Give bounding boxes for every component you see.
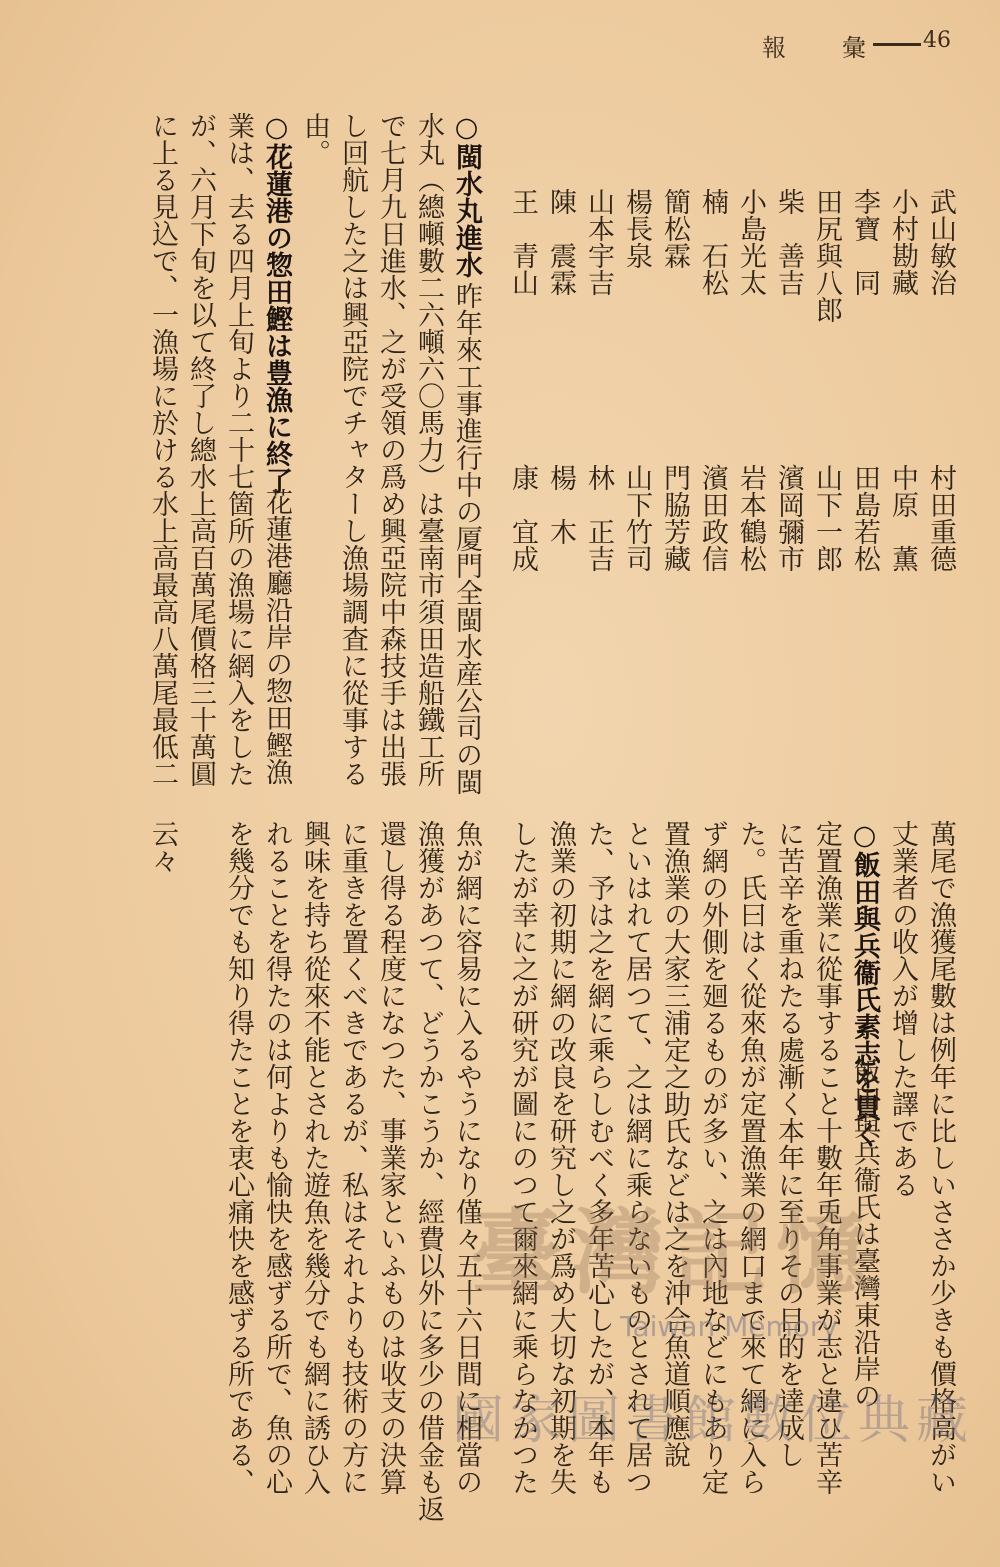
name-entry: 濱田政信	[697, 464, 728, 572]
name-entry: 山下一郎	[811, 464, 842, 572]
article-line: が、六月下旬を以て終了し總水上高百萬尾價格三十萬圓	[185, 112, 216, 787]
name-entry: 李寶 同	[849, 188, 880, 296]
name-entry: 濱岡彌市	[773, 464, 804, 572]
article-line: 由。	[299, 112, 330, 166]
article-line: 飯田與兵衞氏は臺灣東沿岸の	[849, 1058, 880, 1409]
article-line: 花蓮港廳沿岸の惣田鰹漁	[261, 488, 292, 785]
article-line: た、予は之を網に乘らしむべく多年苦心したが、本年も	[583, 820, 614, 1495]
watermark-english: Taiwan Memory	[620, 1310, 838, 1343]
article-line: 魚が網に容易に入るやうになり僅々五十六日間に相當の	[451, 820, 482, 1495]
article-line: に苦辛を重ねたる處漸く本年に至りその目的を達成し	[773, 820, 804, 1468]
article-line: た。氏曰はく從來魚が定置漁業の網口まで來て網に入ら	[735, 820, 766, 1495]
article-line: したが幸に之が研究が圖にのつて爾來網に乘らなかつた	[507, 820, 538, 1495]
name-entry: 林 正吉	[583, 464, 614, 572]
name-entry: 田島若松	[849, 464, 880, 572]
header-left-char: 報	[762, 34, 786, 62]
article-line: で七月九日進水、之が受領の爲め興亞院中森技手は出張	[375, 112, 406, 787]
name-entry: 小村勘藏	[887, 188, 918, 296]
article-line: 丈業者の收入が增した譯である	[887, 820, 918, 1198]
article-heading: ○花蓮港の惣田鰹は豊漁に終了	[261, 112, 292, 494]
header-right-char: 彙	[842, 34, 866, 62]
name-entry: 楊 木	[545, 464, 576, 545]
name-entry: 楊長泉	[621, 188, 652, 269]
article-line: といはれて居つて、之は網に乘らないものとされて居つ	[621, 820, 652, 1495]
name-entry: 田尻與八郎	[811, 188, 842, 323]
header-rule	[873, 43, 921, 46]
article-heading: ○飯田與兵衞氏素志を貫く	[849, 820, 880, 1148]
article-line: を幾分でも知り得たことを衷心痛快を感ずる所である、	[223, 820, 254, 1495]
watermark-library: 國家圖書館數位典藏	[452, 1391, 975, 1451]
name-entry: 簡松霖	[659, 188, 690, 269]
name-entry: 陳 震霖	[545, 188, 576, 296]
article-line: に上る見込で、一漁場に於ける水上高最高八萬尾最低二	[147, 112, 178, 787]
article-line: 興味を持ち從來不能とされた遊魚を幾分でも網に誘ひ入	[299, 820, 330, 1495]
article-line: 昨年來工事進行中の厦門全閩水産公司の閩	[451, 282, 482, 795]
article-line: ず網の外側を廻るものが多い、之は內地などにもあり定	[697, 820, 728, 1495]
name-entry: 武山敏治	[925, 188, 956, 296]
article-line: 萬尾で漁獲尾數は例年に比しいささか少きも價格高がい	[925, 820, 956, 1495]
article-line: 云々	[147, 820, 178, 874]
name-entry: 楠 石松	[697, 188, 728, 296]
article-line: れることを得たのは何よりも愉快を感ずる所で、魚の心	[261, 820, 292, 1495]
name-entry: 山下竹司	[621, 464, 652, 572]
article-heading: ○閩水丸進水	[451, 112, 482, 278]
article-line: 置漁業の大家三浦定之助氏などは之を沖合魚道順應說	[659, 820, 690, 1468]
name-entry: 山本宇吉	[583, 188, 614, 296]
article-line: し回航した之は興亞院でチャターし漁場調査に從事する	[337, 112, 368, 787]
article-line: に重きを置くべきであるが、私はそれよりも技術の方に	[337, 820, 368, 1495]
name-entry: 門脇芳藏	[659, 464, 690, 572]
name-entry: 村田重德	[925, 464, 956, 572]
article-line: 漁業の初期に網の改良を研究し之が爲め大切な初期を失	[545, 820, 576, 1495]
name-entry: 岩本鶴松	[735, 464, 766, 572]
article-line: 還し得る程度になつた、事業家といふものは收支の決算	[375, 820, 406, 1495]
name-entry: 中原 薫	[887, 464, 918, 572]
page-number: 46	[923, 28, 951, 53]
name-entry: 小島光太	[735, 188, 766, 296]
article-line: 業は、去る四月上旬より二十七箇所の漁場に網入をした	[223, 112, 254, 787]
name-entry: 王 青山	[507, 188, 538, 296]
watermark-logo-text: 臺灣記憶	[470, 1199, 879, 1307]
article-line: 定置漁業に從事すること十數年兎角事業が志と違ひ苦辛	[811, 820, 842, 1495]
name-entry: 康 宜成	[507, 464, 538, 572]
article-line: 漁獲があつて、どうかこうか、經費以外に多少の借金も返	[413, 820, 444, 1522]
name-entry: 柴 善吉	[773, 188, 804, 296]
article-line: 水丸（總噸數二六噸六〇馬力）は臺南市須田造船鐵工所	[413, 112, 444, 787]
